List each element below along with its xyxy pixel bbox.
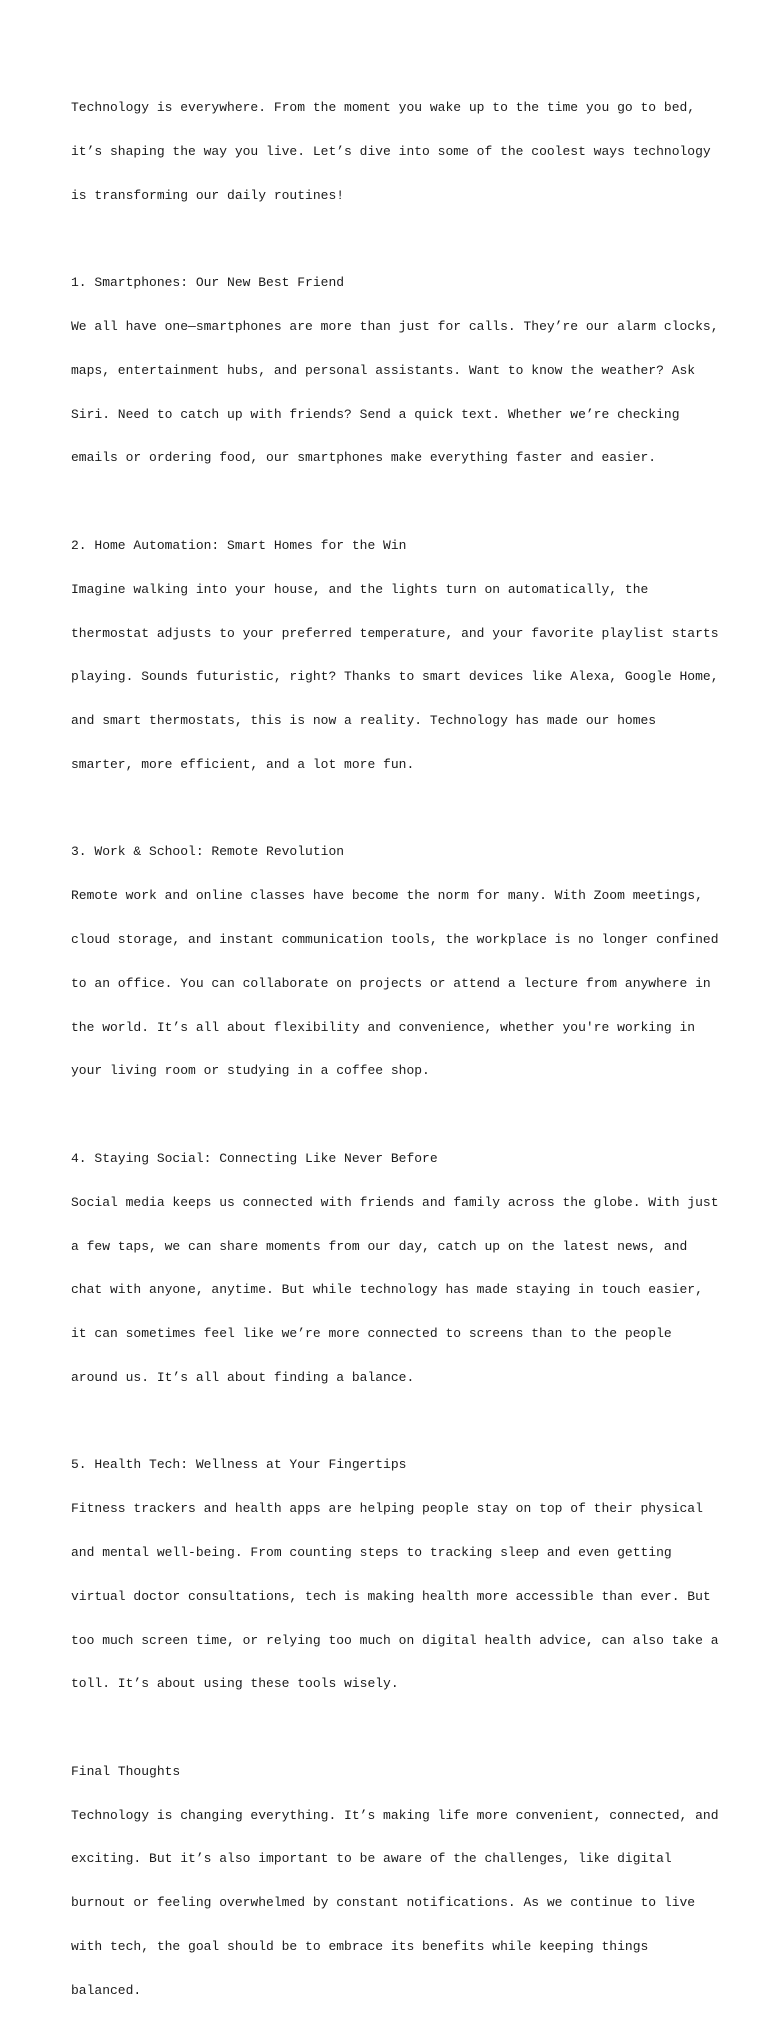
body-line: Fitness trackers and health apps are helping people stay on top of their physical	[71, 1501, 703, 1517]
body-line: playing. Sounds futuristic, right? Thanks to smart devices like Alexa, Google Home,	[71, 669, 719, 685]
body-line: around us. It’s all about finding a balance.	[71, 1369, 415, 1385]
body-line: virtual doctor consultations, tech is making health more accessible than ever. But	[71, 1588, 711, 1604]
body-line: and smart thermostats, this is now a reality. Technology has made our homes	[71, 713, 657, 729]
body-line: chat with anyone, anytime. But while technology has made staying in touch easier,	[71, 1282, 703, 1298]
body-line: Imagine walking into your house, and the lights turn on automatically, the	[71, 581, 649, 597]
body-line: a few taps, we can share moments from our day, catch up on the latest news, and	[71, 1238, 688, 1254]
body-line: with tech, the goal should be to embrace its benefits while keeping things	[71, 1939, 649, 1954]
body-line: Siri. Need to catch up with friends? Send a quick text. Whether we’re checking	[71, 406, 680, 422]
section-heading: 4. Staying Social: Connecting Like Never Before	[71, 1150, 438, 1166]
section-final-thoughts	[71, 1736, 719, 2028]
body-line: maps, entertainment hubs, and personal assistants. Want to know the weather? Ask	[71, 362, 696, 378]
body-line: smarter, more efficient, and a lot more fun.	[71, 756, 415, 772]
body-line: to an office. You can collaborate on projects or attend a lecture from anywhere in	[71, 975, 711, 991]
body-line: emails or ordering food, our smartphones make everything faster and easier.	[71, 450, 657, 466]
section-heading: 5. Health Tech: Wellness at Your Fingertips	[71, 1457, 407, 1473]
section-smartphones	[71, 247, 719, 495]
body-line: the world. It’s all about flexibility and convenience, whether you're working in	[71, 1019, 696, 1035]
section-health-tech	[71, 1429, 719, 1721]
section-heading: 2. Home Automation: Smart Homes for the Win	[71, 538, 407, 553]
body-line: Social media keeps us connected with friends and family across the globe. With just	[71, 1194, 719, 1210]
section-staying-social	[71, 1123, 719, 1415]
body-line: Remote work and online classes have become the norm for many. With Zoom meetings,	[71, 888, 703, 904]
intro-line: is transforming our daily routines!	[71, 187, 345, 203]
section-work-school	[71, 816, 719, 1108]
intro-line: it’s shaping the way you live. Let’s dive into some of the coolest ways technology	[71, 143, 711, 159]
body-line: burnout or feeling overwhelmed by constant notifications. As we continue to live	[71, 1895, 696, 1911]
document-page	[71, 72, 719, 2042]
body-line: your living room or studying in a coffee shop.	[71, 1063, 430, 1079]
body-line: it can sometimes feel like we’re more connected to screens than to the people	[71, 1326, 672, 1342]
body-line: We all have one—smartphones are more than just for calls. They’re our alarm clocks,	[71, 319, 719, 335]
body-line: cloud storage, and instant communication tools, the workplace is no longer confined	[71, 932, 719, 948]
section-heading: 1. Smartphones: Our New Best Friend	[71, 275, 345, 291]
body-line: thermostat adjusts to your preferred temperature, and your favorite playlist starts	[71, 625, 719, 641]
body-line: toll. It’s about using these tools wisely.	[71, 1676, 399, 1692]
intro-paragraph	[71, 72, 711, 233]
body-line: too much screen time, or relying too much on digital health advice, can also take a	[71, 1632, 719, 1648]
body-line: exciting. But it’s also important to be aware of the challenges, like digital	[71, 1851, 672, 1867]
section-heading: Final Thoughts	[71, 1763, 181, 1779]
intro-line: Technology is everywhere. From the moment you wake up to the time you go to bed,	[71, 100, 696, 116]
body-line: and mental well-being. From counting steps to tracking sleep and even getting	[71, 1544, 672, 1560]
section-home-automation	[71, 510, 719, 802]
body-line: balanced.	[71, 1982, 142, 1998]
body-line: Technology is changing everything. It’s making life more convenient, connected, and	[71, 1807, 719, 1823]
section-heading: 3. Work & School: Remote Revolution	[71, 844, 345, 860]
